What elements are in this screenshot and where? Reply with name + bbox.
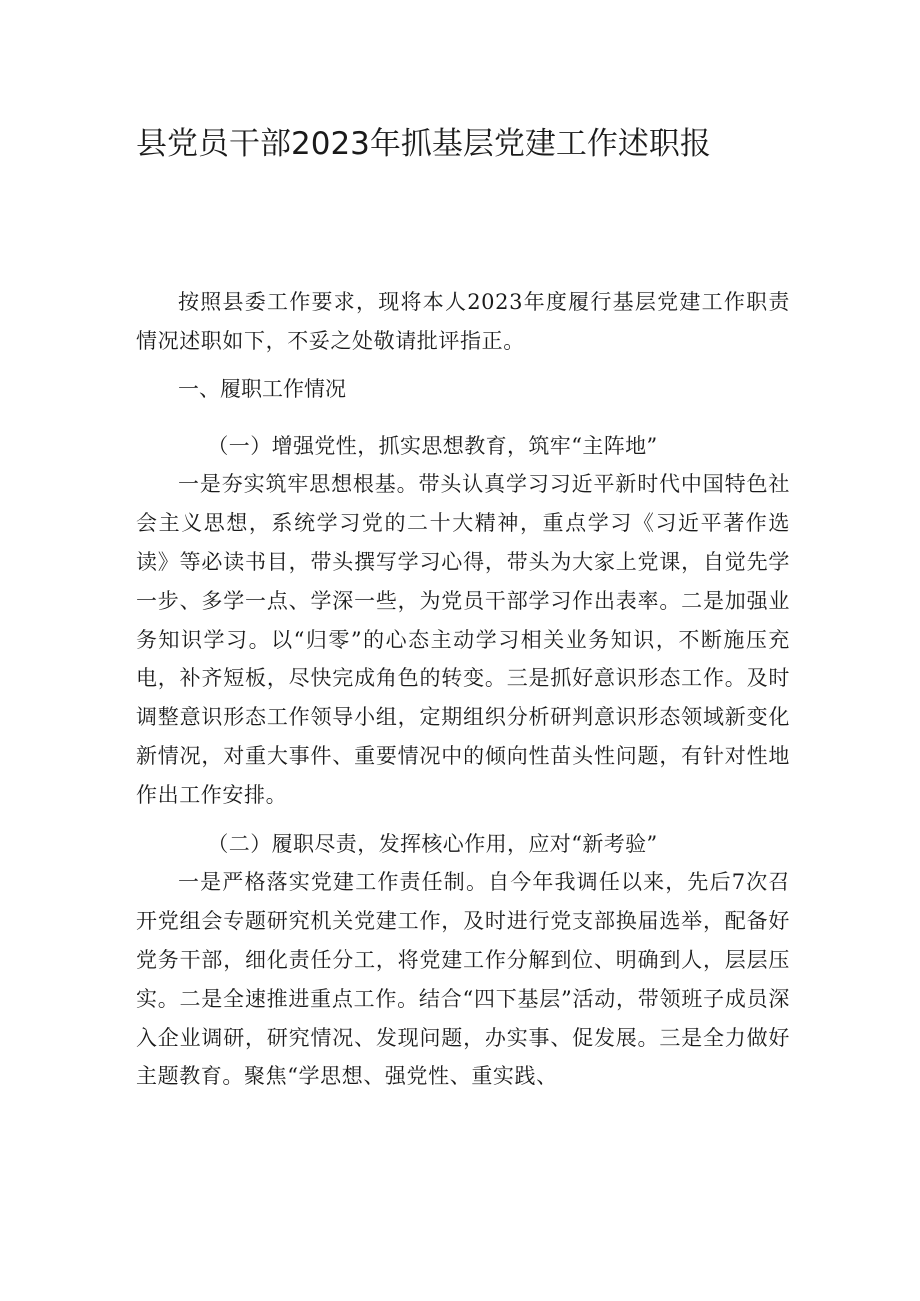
subsection-paragraph-1: 一是夯实筑牢思想根基。带头认真学习习近平新时代中国特色社会主义思想，系统学习党的二十大精神，重点学习《习近平著作选读》等必读书目，带头撰写学习心得，带头为大家上党课，自觉先学一步、多学一点、学深一些，为党员干部学习作出表率。二是加强业务知识学习。以“归零”的心态主动学习相关业务知识，不断施压充电，补齐短板，尽快完成角色的转变。三是抓好意识形态工作。及时调整意识形态工作领导小组，定期组织分析研判意识形态领域新变化新情况，对重大事件、重要情况中的倾向性苗头性问题，有针对性地作出工作安排。: [136, 472, 790, 807]
subsection-heading-1: （一）增强党性，抓实思想教育，筑牢“主阵地”: [207, 433, 658, 458]
subsection-paragraph-2: 一是严格落实党建工作责任制。自今年我调任以来，先后7次召开党组会专题研究机关党建工作，及时进行党支部换届选举，配备好党务干部，细化责任分工，将党建工作分解到位、明确到人，层层压实。二是全速推进重点工作。结合“四下基层”活动，带领班子成员深入企业调研，研究情况、发现问题，办实事、促发展。三是全力做好主题教育。聚焦“学思想、强党性、重实践、: [136, 870, 790, 1089]
document-body: [136, 283, 790, 1096]
intro-paragraph: 按照县委工作要求，现将本人2023年度履行基层党建工作职责情况述职如下，不妥之处敬请批评指正。: [136, 290, 790, 353]
section-heading-1: 一、履职工作情况: [178, 376, 346, 401]
document-title: 县党员干部2023年抓基层党建工作述职报: [136, 126, 711, 162]
subsection-heading-2: （二）履职尽责，发挥核心作用，应对“新考验”: [207, 831, 658, 856]
